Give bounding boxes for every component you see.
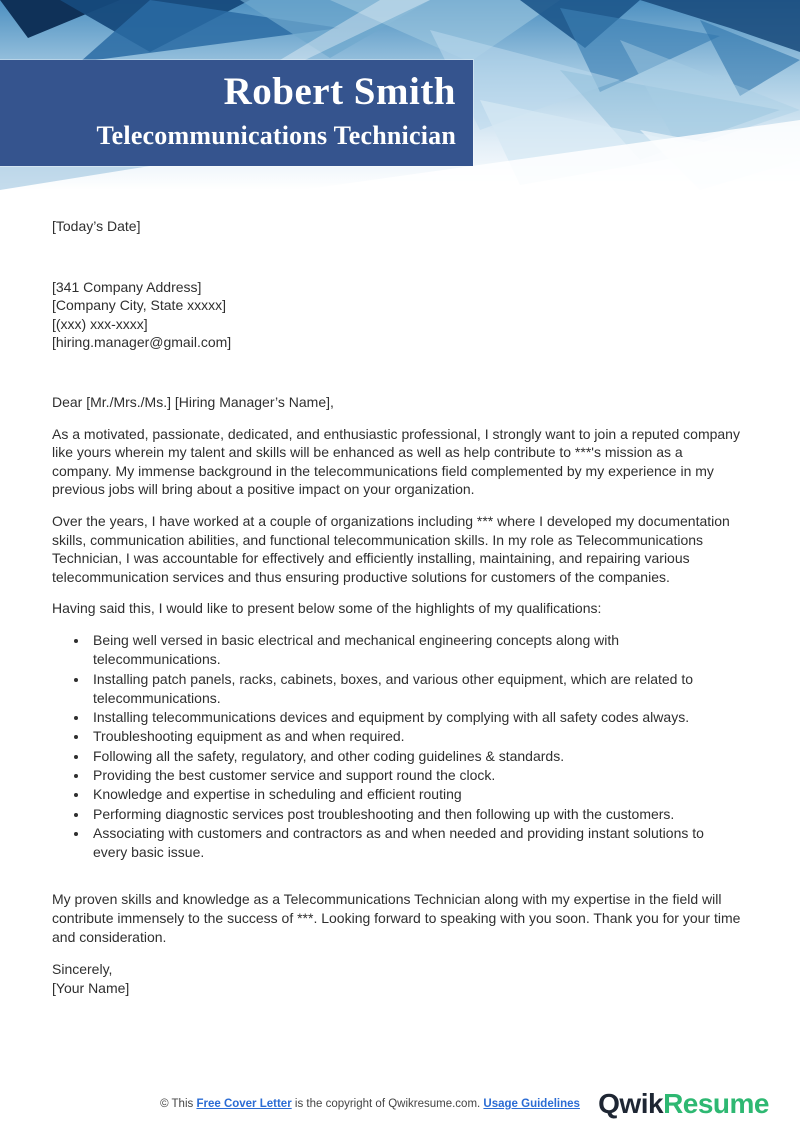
logo-text-qwik: Qwik xyxy=(598,1088,664,1119)
qualification-bullet: • Being well versed in basic electrical and mechanical engineering concepts along with telecommunications. xyxy=(89,631,742,670)
address-line-phone: [(xxx) xxx-xxxx] xyxy=(52,315,148,332)
qualifications-list xyxy=(52,631,742,863)
paragraph-intro: As a motivated, passionate, dedicated, and enthusiastic professional, I strongly want to join a reputed company like yours wherein my talent and skills will be enhanced as well as help contribute to ***'s mission as a company. My immense background in the telecommunications field complemented by my experience in my previous jobs will bring about a positive impact on your organization. xyxy=(52,425,740,498)
address-line-street: [341 Company Address] xyxy=(52,278,202,295)
page-footer xyxy=(0,1086,800,1131)
name-banner xyxy=(0,60,473,166)
qualification-bullet: • Providing the best customer service and support round the clock. xyxy=(89,766,742,785)
paragraph-experience: Over the years, I have worked at a couple of organizations including *** where I developed my documentation skills, communication abilities, and functional telecommunication skills. In my role as Telecommunications Technician, I was accountable for effectively and efficiently installing, maintaining, and repairing various telecommunication services and thus ensuring productive solutions for customers of the companies. xyxy=(52,512,730,585)
logo-text-resume: Resume xyxy=(663,1088,769,1119)
free-cover-letter-link[interactable]: Free Cover Letter xyxy=(196,1098,292,1110)
person-name: Robert Smith xyxy=(223,70,456,113)
copyright-notice xyxy=(60,1098,680,1110)
signoff-line: Sincerely, xyxy=(52,961,113,978)
qualification-bullet: • Knowledge and expertise in scheduling and efficient routing xyxy=(89,785,742,804)
signature-name: [Your Name] xyxy=(52,979,130,996)
qwikresume-logo xyxy=(598,1088,769,1120)
greeting-line: Dear [Mr./Mrs./Ms.] [Hiring Manager’s Name], xyxy=(52,393,334,410)
recipient-address-block xyxy=(52,278,742,352)
usage-guidelines-link[interactable]: Usage Guidelines xyxy=(483,1098,580,1110)
person-job-title: Telecommunications Technician xyxy=(96,121,456,150)
qualification-bullet: • Troubleshooting equipment as and when required. xyxy=(89,727,742,746)
qualification-bullet: • Associating with customers and contractors as and when needed and providing instant solutions to every basic issue. xyxy=(89,824,742,863)
date-line: [Today’s Date] xyxy=(52,218,141,234)
qualification-bullet: • Installing patch panels, racks, cabinets, boxes, and various other equipment, which are related to telecommunications. xyxy=(89,670,742,709)
copyright-text-middle: is the copyright of Qwikresume.com. xyxy=(291,1098,484,1110)
letter-body xyxy=(0,217,800,997)
qualification-bullet: • Installing telecommunications devices and equipment by complying with all safety codes always. xyxy=(89,708,742,727)
copyright-text-prefix: © This xyxy=(160,1098,197,1110)
address-line-city: [Company City, State xxxxx] xyxy=(52,297,227,314)
header-hero xyxy=(0,0,800,190)
qualification-bullet: • Following all the safety, regulatory, and other coding guidelines & standards. xyxy=(89,747,742,766)
paragraph-closing: My proven skills and knowledge as a Telecommunications Technician along with my expertise in the field will contribute immensely to the success of ***. Looking forward to speaking with you soon. Thank you for your time and consideration. xyxy=(52,891,741,945)
qualification-bullet: • Performing diagnostic services post troubleshooting and then following up with the customers. xyxy=(89,805,742,824)
paragraph-qualifications-lead: Having said this, I would like to present below some of the highlights of my qualifications: xyxy=(52,600,602,617)
address-line-email: [hiring.manager@gmail.com] xyxy=(52,334,232,351)
